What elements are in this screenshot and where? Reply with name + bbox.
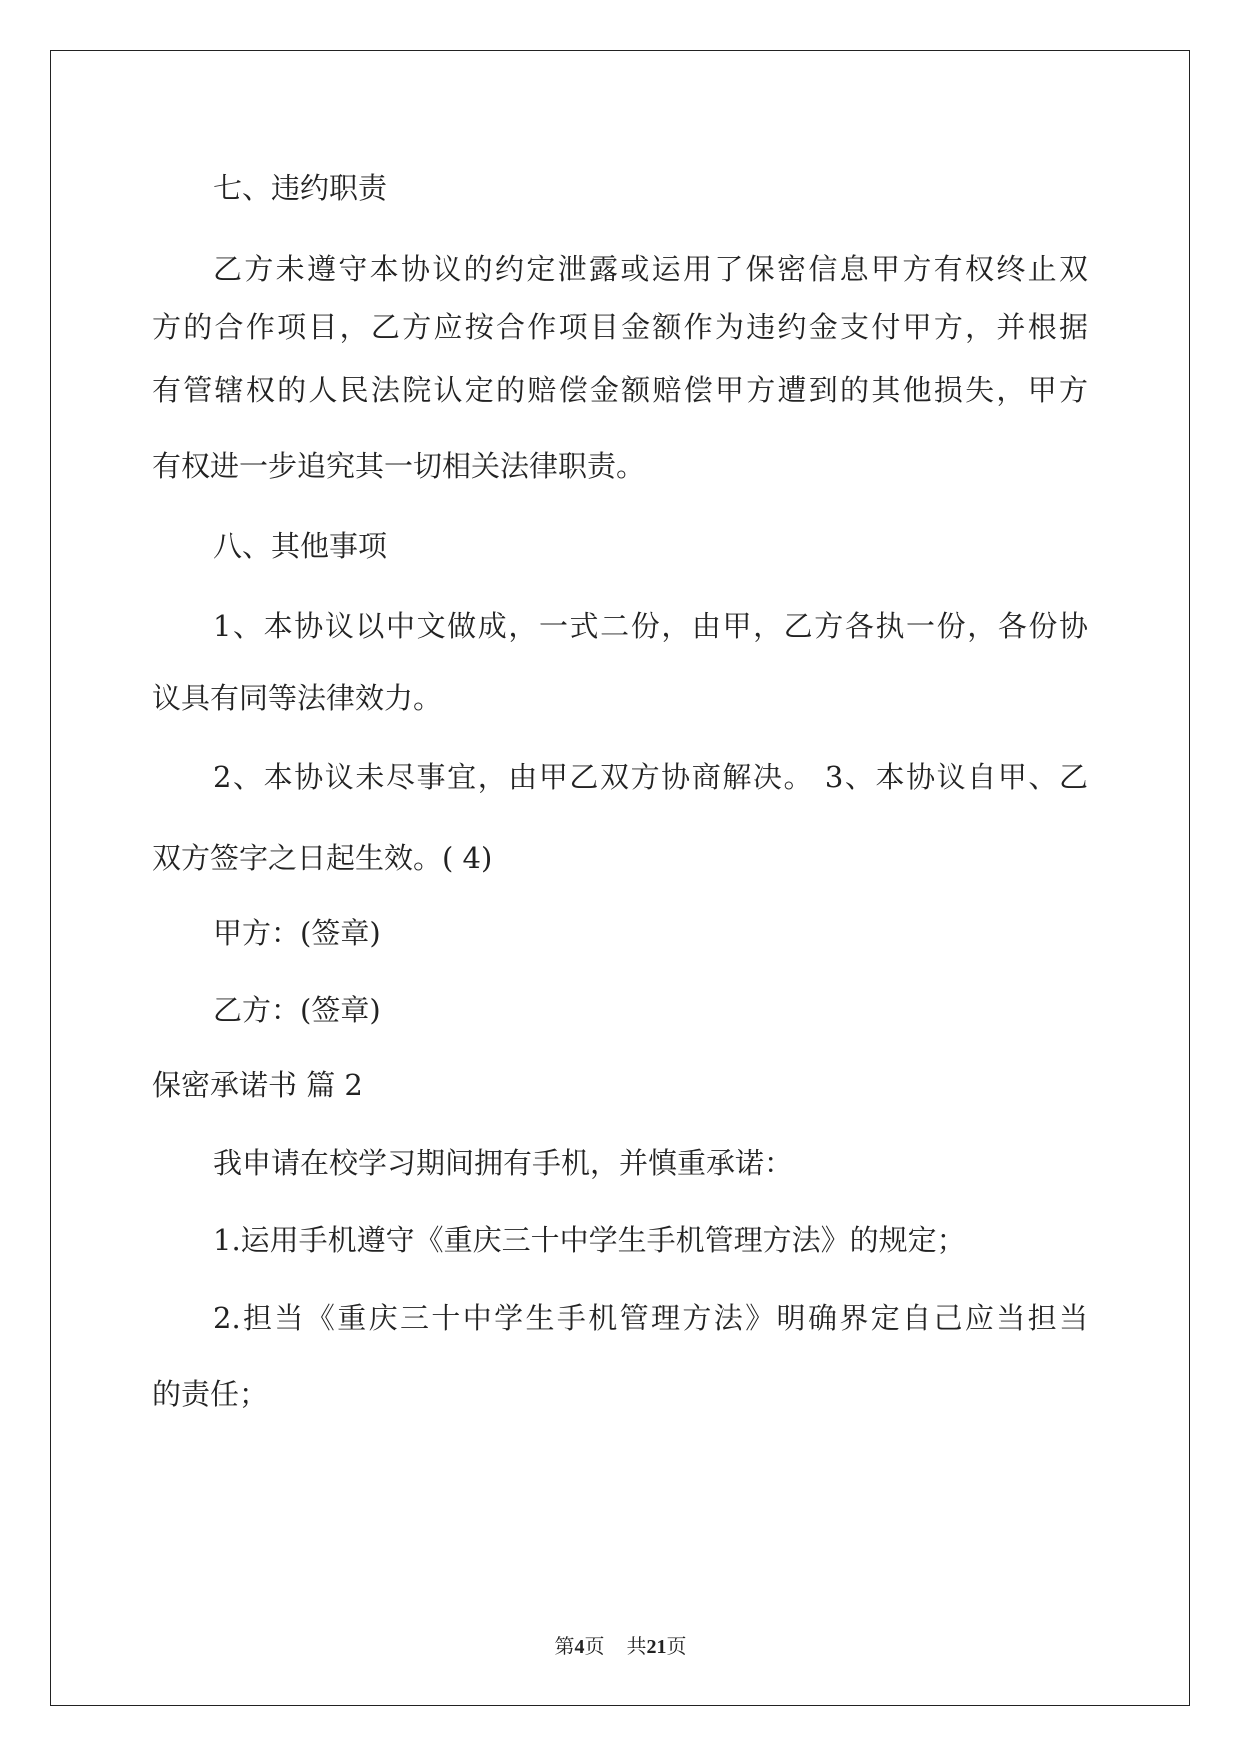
paragraph-line: 我申请在校学习期间拥有手机，并慎重承诺：: [213, 1146, 794, 1180]
paragraph-line: 双方签字之日起生效。( 4): [152, 841, 493, 875]
footer-page-suffix: 页: [584, 1636, 605, 1658]
paragraph-line: 方的合作项目，乙方应按合作项目金额作为违约金支付甲方，并根据: [152, 310, 1088, 344]
paragraph-line: 2、本协议未尽事宜，由甲乙双方协商解决。 3、本协议自甲、乙: [213, 760, 1088, 794]
total-pages-number: 21: [646, 1636, 667, 1658]
signature-party-b: 乙方：(签章): [213, 993, 381, 1027]
signature-party-a: 甲方：(签章): [213, 916, 381, 950]
paragraph-line: 乙方未遵守本协议的约定泄露或运用了保密信息甲方有权终止双: [213, 252, 1088, 286]
paragraph-line: 1、本协议以中文做成，一式二份，由甲，乙方各执一份，各份协: [213, 609, 1088, 643]
paragraph-line: 议具有同等法律效力。: [152, 681, 443, 715]
current-page-number: 4: [574, 1636, 585, 1658]
section-heading-breach: 七、违约职责: [213, 171, 388, 205]
paragraph-line: 的责任；: [152, 1377, 269, 1411]
page-footer: [0, 1630, 1241, 1659]
document-title: 保密承诺书 篇 2: [152, 1068, 363, 1102]
footer-prefix: 第: [554, 1636, 575, 1658]
footer-total-suffix: 页: [666, 1636, 687, 1658]
section-heading-other: 八、其他事项: [213, 529, 388, 563]
list-item: 1.运用手机遵守《重庆三十中学生手机管理方法》的规定；: [213, 1223, 966, 1257]
footer-total-prefix: 共: [626, 1636, 647, 1658]
paragraph-line: 有管辖权的人民法院认定的赔偿金额赔偿甲方遭到的其他损失，甲方: [152, 373, 1088, 407]
list-item: 2.担当《重庆三十中学生手机管理方法》明确界定自己应当担当: [213, 1301, 1088, 1335]
paragraph-line: 有权进一步追究其一切相关法律职责。: [152, 449, 646, 483]
page-border: [50, 50, 1190, 1706]
